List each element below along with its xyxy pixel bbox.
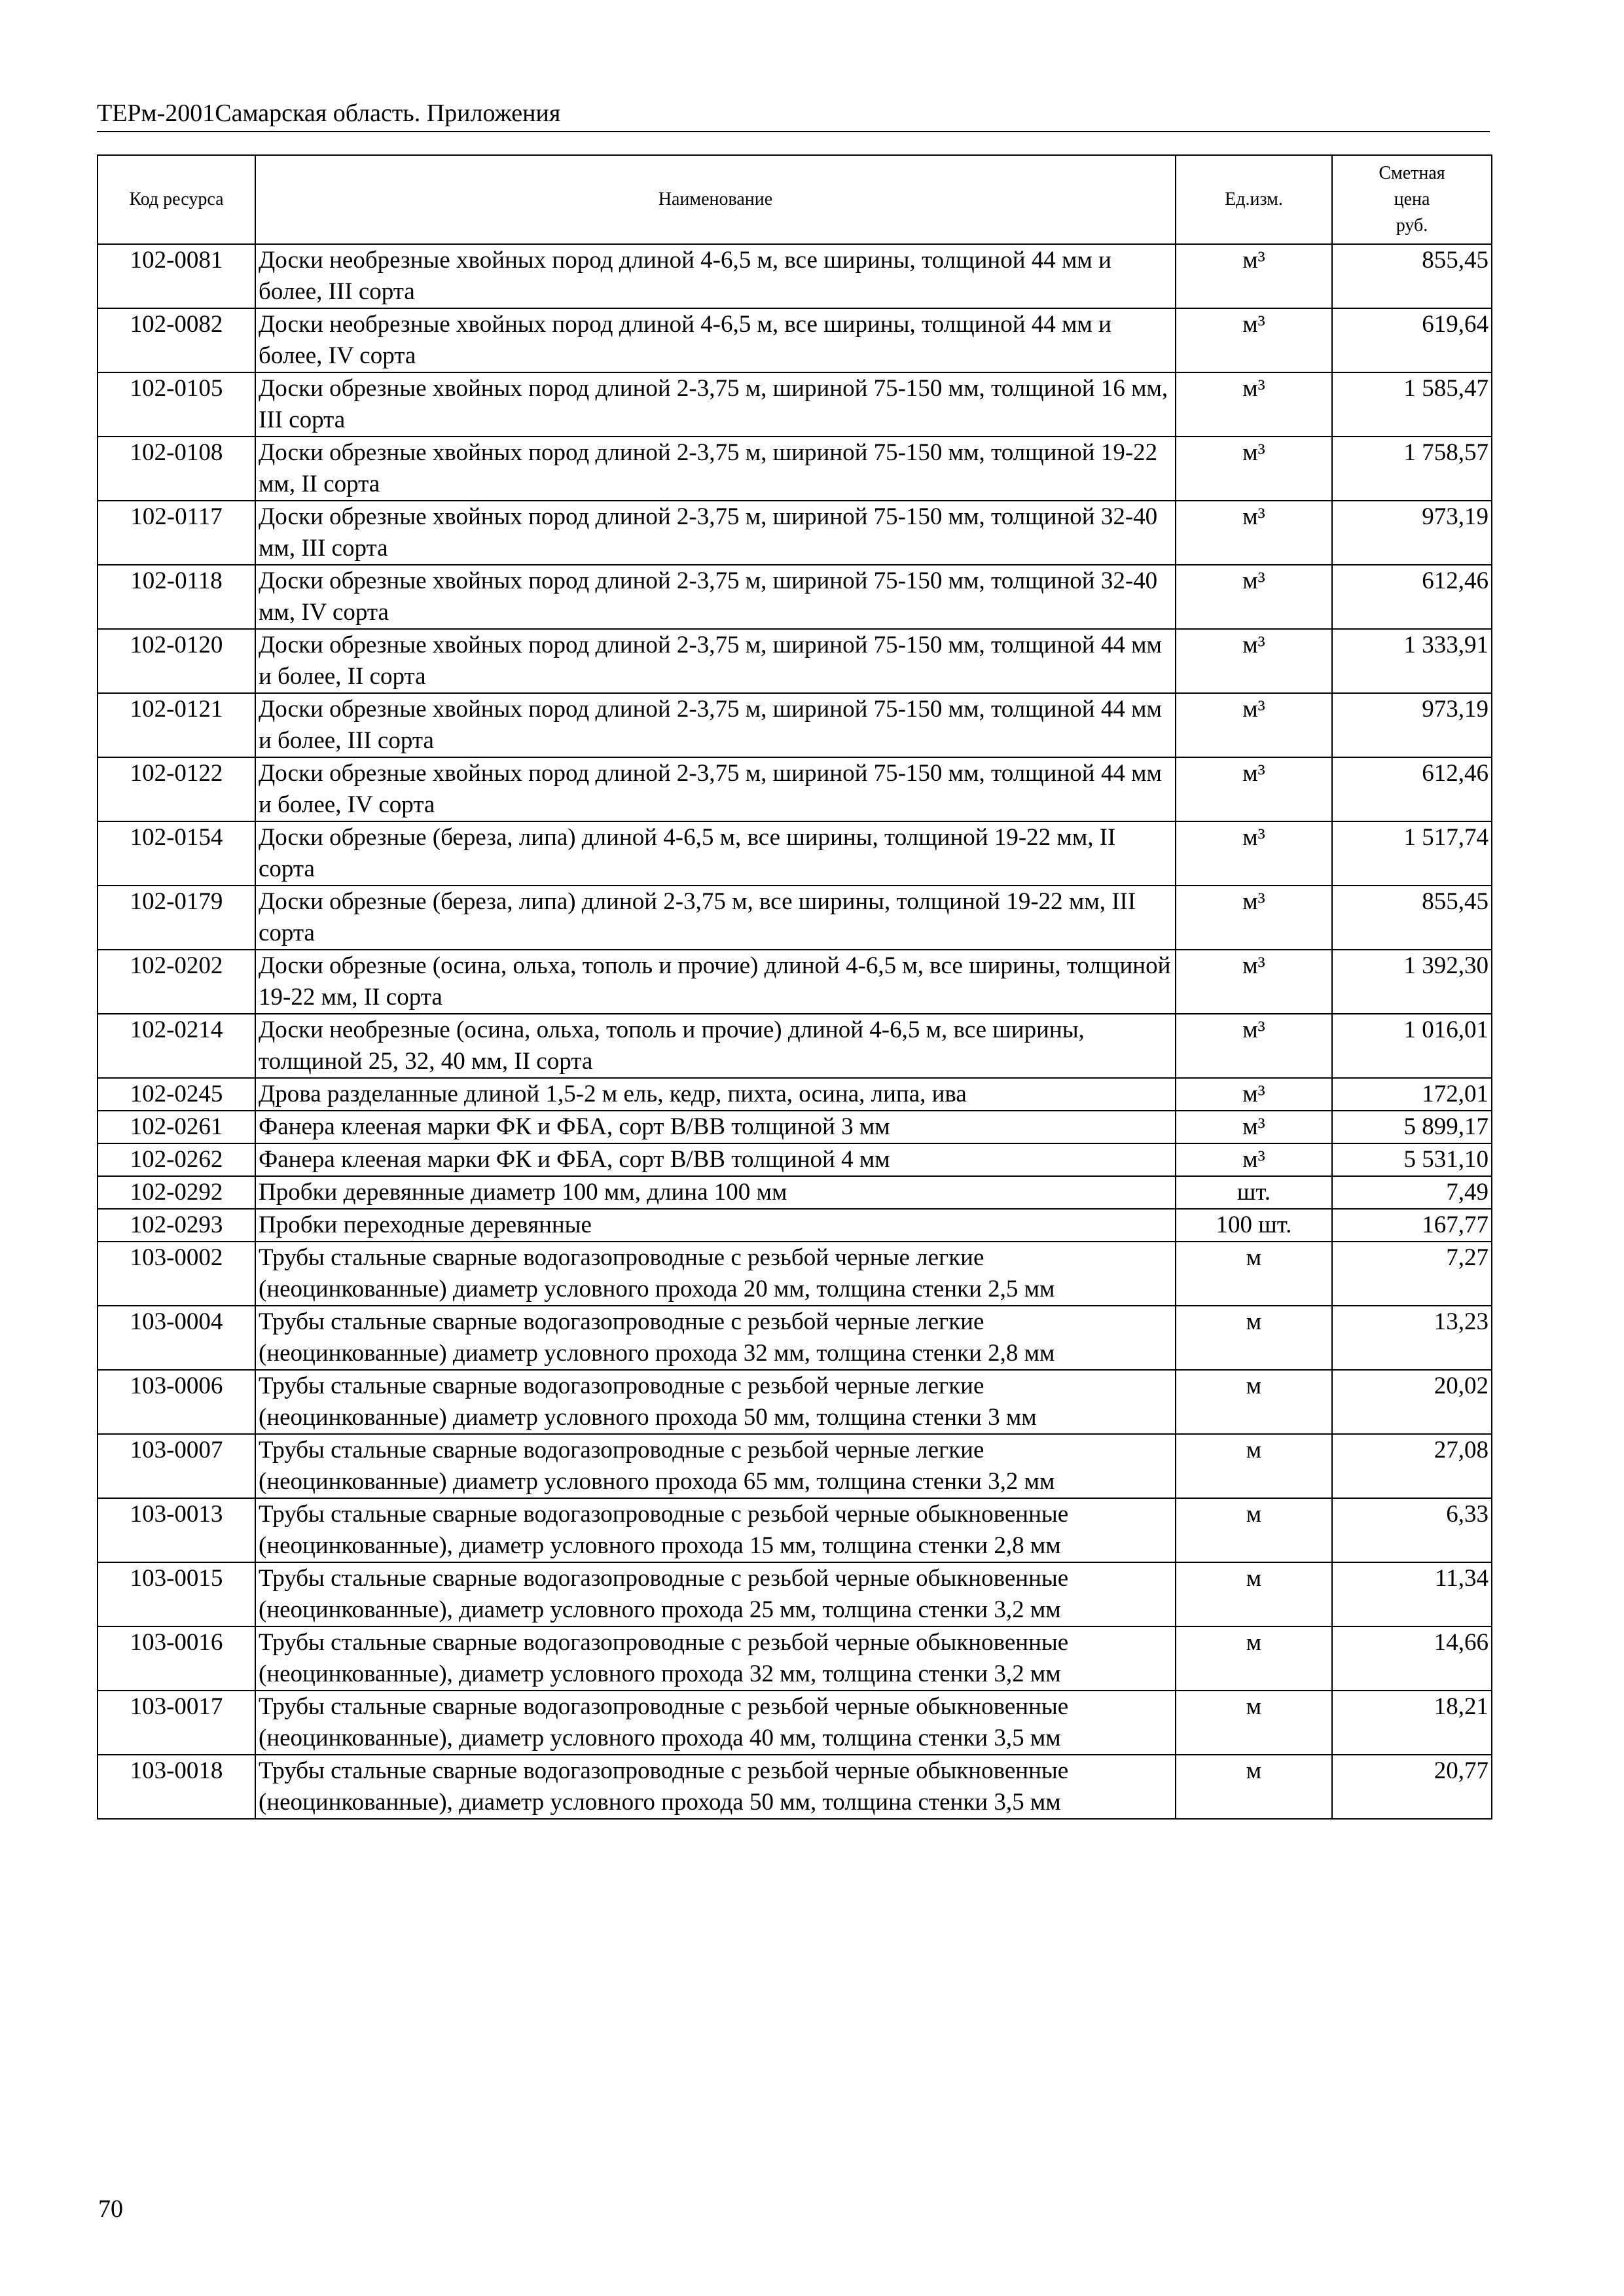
table-row	[98, 629, 1492, 693]
cell-name: Доски обрезные хвойных пород длиной 2-3,75 м, шириной 75-150 мм, толщиной 32-40 мм, IV сорта	[255, 565, 1176, 629]
cell-unit: м³	[1176, 1143, 1332, 1176]
cell-price: 612,46	[1332, 757, 1492, 821]
cell-price: 1 517,74	[1332, 821, 1492, 886]
cell-name: Фанера клееная марки ФК и ФБА, сорт В/ВВ толщиной 3 мм	[255, 1111, 1176, 1143]
cell-unit: м³	[1176, 886, 1332, 950]
cell-name: Трубы стальные сварные водогазопроводные с резьбой черные обыкновенные (неоцинкованные), диаметр условного прохода 40 мм, толщина стенки 3,5 мм	[255, 1691, 1176, 1755]
cell-price: 1 392,30	[1332, 950, 1492, 1014]
cell-code: 103-0017	[98, 1691, 255, 1755]
cell-price: 20,77	[1332, 1755, 1492, 1819]
cell-unit: м³	[1176, 950, 1332, 1014]
cell-code: 103-0007	[98, 1434, 255, 1498]
cell-name: Пробки деревянные диаметр 100 мм, длина 100 мм	[255, 1176, 1176, 1209]
cell-price: 619,64	[1332, 308, 1492, 372]
cell-price: 167,77	[1332, 1209, 1492, 1242]
cell-price: 855,45	[1332, 886, 1492, 950]
cell-name: Доски обрезные (осина, ольха, тополь и прочие) длиной 4-6,5 м, все ширины, толщиной 19-22 мм, II сорта	[255, 950, 1176, 1014]
cell-price: 20,02	[1332, 1370, 1492, 1434]
cell-price: 27,08	[1332, 1434, 1492, 1498]
column-header-name: Наименование	[255, 155, 1176, 244]
cell-unit: м³	[1176, 501, 1332, 565]
cell-name: Доски необрезные (осина, ольха, тополь и прочие) длиной 4-6,5 м, все ширины, толщиной 25, 32, 40 мм, II сорта	[255, 1014, 1176, 1078]
table-row	[98, 1242, 1492, 1306]
cell-unit: м³	[1176, 1014, 1332, 1078]
cell-unit: м	[1176, 1370, 1332, 1434]
cell-price: 973,19	[1332, 501, 1492, 565]
table-row	[98, 1209, 1492, 1242]
cell-price: 855,45	[1332, 244, 1492, 308]
cell-unit: м	[1176, 1562, 1332, 1626]
table-row	[98, 1691, 1492, 1755]
column-header-price	[1332, 155, 1492, 244]
table-row	[98, 308, 1492, 372]
cell-price: 973,19	[1332, 693, 1492, 757]
cell-code: 102-0261	[98, 1111, 255, 1143]
cell-name: Дрова разделанные длиной 1,5-2 м ель, кедр, пихта, осина, липа, ива	[255, 1078, 1176, 1111]
cell-code: 103-0004	[98, 1306, 255, 1370]
table-row	[98, 1626, 1492, 1691]
table-row	[98, 693, 1492, 757]
cell-unit: м³	[1176, 757, 1332, 821]
cell-code: 102-0120	[98, 629, 255, 693]
header-row	[98, 155, 1492, 244]
cell-price: 11,34	[1332, 1562, 1492, 1626]
cell-name: Трубы стальные сварные водогазопроводные с резьбой черные обыкновенные (неоцинкованные), диаметр условного прохода 32 мм, толщина стенки 3,2 мм	[255, 1626, 1176, 1691]
cell-code: 103-0016	[98, 1626, 255, 1691]
cell-unit: м	[1176, 1434, 1332, 1498]
cell-code: 103-0018	[98, 1755, 255, 1819]
cell-unit: м³	[1176, 1111, 1332, 1143]
cell-code: 102-0121	[98, 693, 255, 757]
table-row	[98, 565, 1492, 629]
cell-unit: м	[1176, 1755, 1332, 1819]
cell-code: 102-0122	[98, 757, 255, 821]
cell-name: Пробки переходные деревянные	[255, 1209, 1176, 1242]
cell-price: 612,46	[1332, 565, 1492, 629]
cell-price: 7,49	[1332, 1176, 1492, 1209]
cell-unit: м³	[1176, 1078, 1332, 1111]
cell-code: 102-0262	[98, 1143, 255, 1176]
cell-price: 7,27	[1332, 1242, 1492, 1306]
cell-price: 5 531,10	[1332, 1143, 1492, 1176]
cell-price: 1 585,47	[1332, 372, 1492, 437]
table-row	[98, 501, 1492, 565]
cell-name: Трубы стальные сварные водогазопроводные с резьбой черные обыкновенные (неоцинкованные), диаметр условного прохода 15 мм, толщина стенки 2,8 мм	[255, 1498, 1176, 1562]
cell-code: 102-0202	[98, 950, 255, 1014]
table-row	[98, 886, 1492, 950]
page-number: 70	[98, 2195, 123, 2223]
table-row	[98, 1370, 1492, 1434]
cell-code: 102-0118	[98, 565, 255, 629]
cell-unit: м³	[1176, 244, 1332, 308]
cell-unit: м³	[1176, 629, 1332, 693]
price-table	[97, 154, 1492, 1820]
cell-name: Доски обрезные (береза, липа) длиной 2-3,75 м, все ширины, толщиной 19-22 мм, III сорта	[255, 886, 1176, 950]
cell-unit: м	[1176, 1306, 1332, 1370]
cell-name: Доски обрезные хвойных пород длиной 2-3,75 м, шириной 75-150 мм, толщиной 32-40 мм, III сорта	[255, 501, 1176, 565]
cell-name: Доски необрезные хвойных пород длиной 4-6,5 м, все ширины, толщиной 44 мм и более, III сорта	[255, 244, 1176, 308]
cell-unit: м³	[1176, 821, 1332, 886]
cell-name: Доски обрезные хвойных пород длиной 2-3,75 м, шириной 75-150 мм, толщиной 19-22 мм, II сорта	[255, 437, 1176, 501]
cell-name: Фанера клееная марки ФК и ФБА, сорт В/ВВ толщиной 4 мм	[255, 1143, 1176, 1176]
table-row	[98, 821, 1492, 886]
table-row	[98, 1498, 1492, 1562]
table-row	[98, 372, 1492, 437]
cell-unit: м³	[1176, 308, 1332, 372]
table-row	[98, 757, 1492, 821]
cell-price: 5 899,17	[1332, 1111, 1492, 1143]
cell-unit: м³	[1176, 372, 1332, 437]
cell-code: 102-0108	[98, 437, 255, 501]
price-header-line: Сметная	[1379, 163, 1445, 183]
cell-unit: шт.	[1176, 1176, 1332, 1209]
table-row	[98, 1562, 1492, 1626]
cell-price: 172,01	[1332, 1078, 1492, 1111]
cell-name: Трубы стальные сварные водогазопроводные с резьбой черные легкие (неоцинкованные) диаметр условного прохода 20 мм, толщина стенки 2,5 мм	[255, 1242, 1176, 1306]
cell-name: Трубы стальные сварные водогазопроводные с резьбой черные легкие (неоцинкованные) диаметр условного прохода 50 мм, толщина стенки 3 мм	[255, 1370, 1176, 1434]
cell-code: 102-0117	[98, 501, 255, 565]
cell-code: 102-0214	[98, 1014, 255, 1078]
cell-price: 18,21	[1332, 1691, 1492, 1755]
cell-code: 103-0013	[98, 1498, 255, 1562]
cell-name: Доски обрезные хвойных пород длиной 2-3,75 м, шириной 75-150 мм, толщиной 16 мм, III сорта	[255, 372, 1176, 437]
cell-name: Трубы стальные сварные водогазопроводные с резьбой черные обыкновенные (неоцинкованные), диаметр условного прохода 25 мм, толщина стенки 3,2 мм	[255, 1562, 1176, 1626]
table-row	[98, 1176, 1492, 1209]
cell-unit: м	[1176, 1498, 1332, 1562]
cell-price: 1 758,57	[1332, 437, 1492, 501]
cell-code: 102-0154	[98, 821, 255, 886]
table-row	[98, 950, 1492, 1014]
cell-code: 102-0081	[98, 244, 255, 308]
cell-unit: м³	[1176, 565, 1332, 629]
cell-name: Доски обрезные хвойных пород длиной 2-3,75 м, шириной 75-150 мм, толщиной 44 мм и более, II сорта	[255, 629, 1176, 693]
table-row	[98, 1755, 1492, 1819]
table-body	[98, 244, 1492, 1819]
cell-code: 102-0179	[98, 886, 255, 950]
cell-unit: м	[1176, 1626, 1332, 1691]
cell-price: 6,33	[1332, 1498, 1492, 1562]
cell-price: 14,66	[1332, 1626, 1492, 1691]
column-header-unit: Ед.изм.	[1176, 155, 1332, 244]
table-header	[98, 155, 1492, 244]
table-row	[98, 1143, 1492, 1176]
table-row	[98, 437, 1492, 501]
cell-name: Доски обрезные (береза, липа) длиной 4-6,5 м, все ширины, толщиной 19-22 мм, II сорта	[255, 821, 1176, 886]
cell-unit: 100 шт.	[1176, 1209, 1332, 1242]
cell-unit: м³	[1176, 437, 1332, 501]
cell-name: Трубы стальные сварные водогазопроводные с резьбой черные обыкновенные (неоцинкованные), диаметр условного прохода 50 мм, толщина стенки 3,5 мм	[255, 1755, 1176, 1819]
table-row	[98, 1306, 1492, 1370]
table-row	[98, 1014, 1492, 1078]
cell-price: 1 333,91	[1332, 629, 1492, 693]
cell-name: Доски обрезные хвойных пород длиной 2-3,75 м, шириной 75-150 мм, толщиной 44 мм и более, III сорта	[255, 693, 1176, 757]
cell-unit: м³	[1176, 693, 1332, 757]
cell-code: 102-0293	[98, 1209, 255, 1242]
column-header-code: Код ресурса	[98, 155, 255, 244]
cell-unit: м	[1176, 1691, 1332, 1755]
cell-code: 102-0082	[98, 308, 255, 372]
cell-name: Доски обрезные хвойных пород длиной 2-3,75 м, шириной 75-150 мм, толщиной 44 мм и более, IV сорта	[255, 757, 1176, 821]
cell-price: 13,23	[1332, 1306, 1492, 1370]
table-row	[98, 1434, 1492, 1498]
cell-code: 102-0105	[98, 372, 255, 437]
cell-code: 103-0002	[98, 1242, 255, 1306]
page-header: ТЕРм-2001Самарская область. Приложения	[97, 96, 1490, 132]
table-row	[98, 244, 1492, 308]
cell-code: 103-0015	[98, 1562, 255, 1626]
price-header-line: цена	[1394, 189, 1430, 209]
table-row	[98, 1078, 1492, 1111]
price-header-line: руб.	[1396, 215, 1428, 236]
cell-unit: м	[1176, 1242, 1332, 1306]
cell-code: 102-0245	[98, 1078, 255, 1111]
cell-code: 103-0006	[98, 1370, 255, 1434]
cell-name: Доски необрезные хвойных пород длиной 4-6,5 м, все ширины, толщиной 44 мм и более, IV сорта	[255, 308, 1176, 372]
table-row	[98, 1111, 1492, 1143]
cell-name: Трубы стальные сварные водогазопроводные с резьбой черные легкие (неоцинкованные) диаметр условного прохода 32 мм, толщина стенки 2,8 мм	[255, 1306, 1176, 1370]
cell-price: 1 016,01	[1332, 1014, 1492, 1078]
cell-name: Трубы стальные сварные водогазопроводные с резьбой черные легкие (неоцинкованные) диаметр условного прохода 65 мм, толщина стенки 3,2 мм	[255, 1434, 1176, 1498]
cell-code: 102-0292	[98, 1176, 255, 1209]
